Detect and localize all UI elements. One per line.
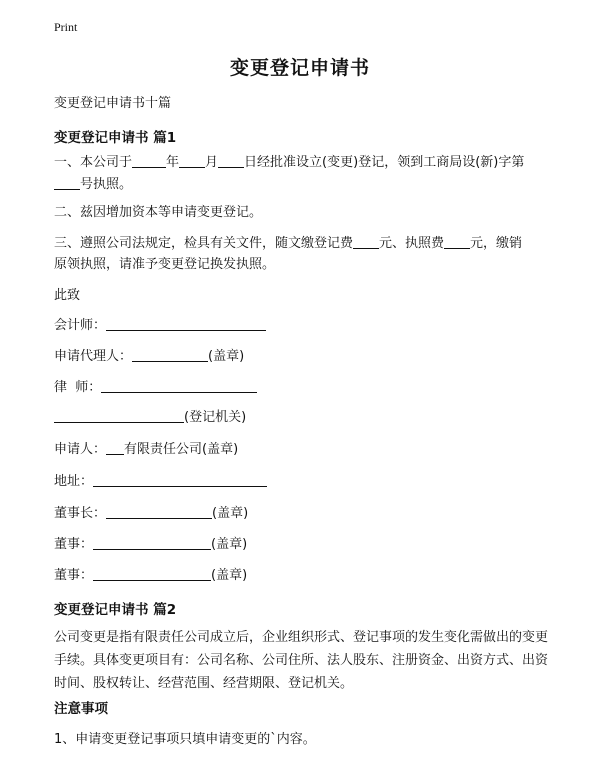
chairman-blank	[106, 504, 212, 519]
applicant-line	[54, 438, 238, 462]
address-label: 地址：	[54, 474, 94, 489]
item1-line1	[54, 151, 524, 175]
item3-a: 三、遵照公司法规定，检具有关文件，随文缴登记费	[54, 236, 354, 251]
item3-line2: 原领执照，请准予变更登记换发执照。	[54, 257, 276, 272]
address-line	[54, 470, 267, 494]
item1-a: 一、本公司于	[54, 155, 133, 170]
section2-body: 公司变更是指有限责任公司成立后，企业组织形式、登记事项的发生变化需做出的变更手续。具体变更项目有：公司名称、公司住所、法人股东、注册资金、出资方式、出资时间、股权转让、经营范围、经营期限、登记机关。	[54, 630, 549, 691]
director-label-1: 董事：	[54, 537, 94, 552]
lawyer-line	[54, 376, 257, 400]
registry-blank	[54, 408, 184, 423]
item3-b: 元、执照费	[379, 236, 445, 251]
accountant-line	[54, 314, 266, 338]
chairman-seal: (盖章)	[212, 506, 249, 521]
section1-heading: 变更登记申请书 篇1	[54, 130, 177, 146]
item1-c: 月	[205, 155, 219, 170]
director-line-2	[54, 564, 247, 588]
print-link[interactable]: Print	[54, 20, 78, 34]
page-title: 变更登记申请书	[229, 57, 370, 79]
agent-seal: (盖章)	[208, 349, 245, 364]
registry-line	[54, 406, 246, 430]
agent-label: 申请代理人：	[54, 349, 133, 364]
accountant-label: 会计师：	[54, 318, 107, 333]
blank-reg-fee	[353, 234, 379, 249]
item1-e: 号执照。	[80, 177, 133, 192]
lawyer-blank	[101, 378, 257, 393]
director-seal-1: (盖章)	[211, 537, 248, 552]
director-blank-2	[93, 566, 211, 581]
director-blank-1	[93, 535, 211, 550]
item1-d: 日经批准设立(变更)登记，领到工商局设(新)字第	[244, 155, 525, 170]
notes-heading: 注意事项	[54, 701, 108, 717]
item1-b: 年	[166, 155, 180, 170]
applicant-tail: 有限责任公司(盖章)	[124, 442, 239, 457]
applicant-blank	[106, 440, 124, 455]
blank-year	[132, 153, 166, 168]
applicant-label: 申请人：	[54, 442, 107, 457]
closing: 此致	[54, 288, 81, 303]
chairman-label: 董事长：	[54, 506, 107, 521]
blank-license-fee	[444, 234, 470, 249]
address-blank	[93, 472, 267, 487]
item1-line2	[54, 173, 132, 197]
director-label-2: 董事：	[54, 568, 94, 583]
section2-heading: 变更登记申请书 篇2	[54, 602, 177, 618]
accountant-blank	[106, 316, 266, 331]
director-line-1	[54, 533, 247, 557]
agent-blank	[132, 347, 208, 362]
blank-month	[179, 153, 205, 168]
item3-c: 元，缴销	[470, 236, 523, 251]
registry-label: (登记机关)	[184, 410, 247, 425]
director-seal-2: (盖章)	[211, 568, 248, 583]
lawyer-label: 律 师：	[54, 380, 102, 395]
blank-day	[218, 153, 244, 168]
item2: 二、兹因增加资本等申请变更登记。	[54, 205, 263, 220]
chairman-line	[54, 502, 248, 526]
blank-license-no	[54, 175, 80, 190]
agent-line	[54, 345, 244, 369]
subtitle: 变更登记申请书十篇	[54, 96, 172, 111]
notes-item1: 1、申请变更登记事项只填申请变更的`内容。	[54, 732, 316, 747]
